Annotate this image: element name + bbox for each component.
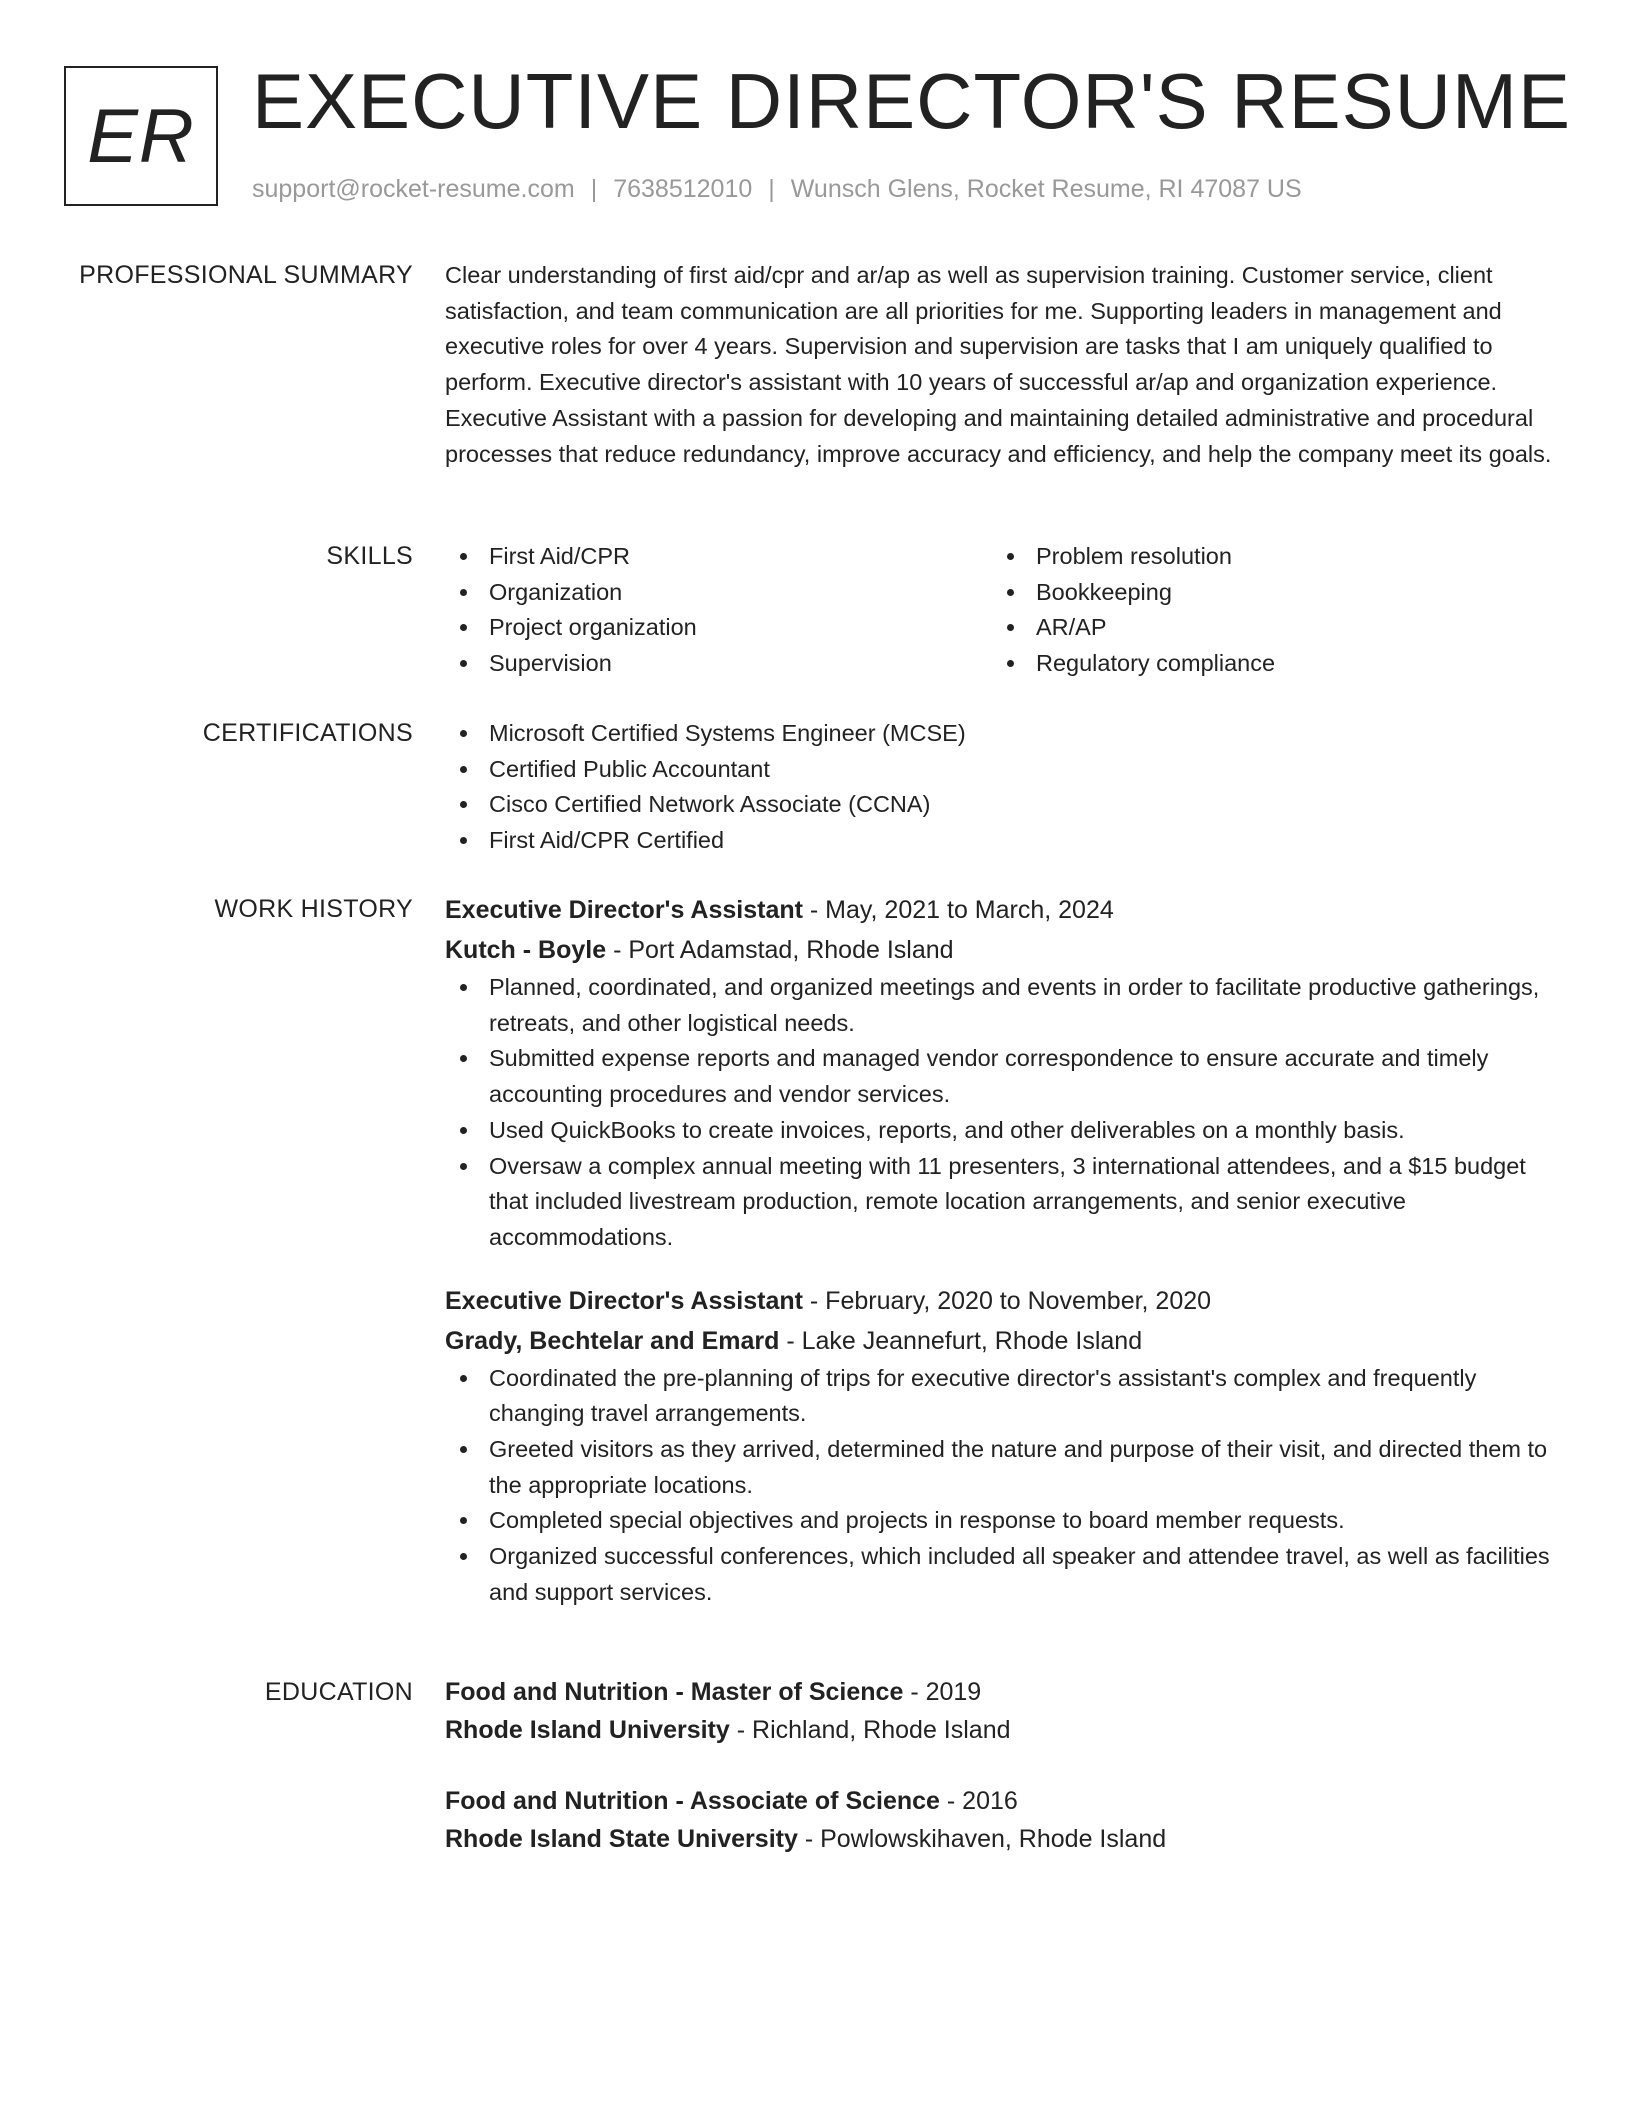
job-bullet: Planned, coordinated, and organized meetings and events in order to facilitate productive gatherings, retreats, and other logistical needs. bbox=[445, 970, 1560, 1041]
certifications-body bbox=[445, 716, 1560, 859]
job-title-line bbox=[445, 890, 1560, 930]
certification-item: Certified Public Accountant bbox=[445, 752, 1560, 788]
education-location: - Powlowskihaven, Rhode Island bbox=[797, 1825, 1167, 1853]
education-entry bbox=[445, 1782, 1560, 1858]
certification-item: Cisco Certified Network Associate (CCNA) bbox=[445, 787, 1560, 823]
skill-item: First Aid/CPR bbox=[445, 539, 992, 575]
summary-heading: PROFESSIONAL SUMMARY bbox=[79, 261, 413, 289]
monogram-box bbox=[64, 66, 218, 206]
contact-line bbox=[252, 172, 1302, 206]
education-school-line bbox=[445, 1711, 1560, 1749]
skill-item: Supervision bbox=[445, 646, 992, 682]
certifications-heading: CERTIFICATIONS bbox=[202, 719, 413, 747]
job-company-line bbox=[445, 1321, 1560, 1361]
education-degree: Food and Nutrition - Master of Science bbox=[445, 1678, 904, 1706]
education-degree-line bbox=[445, 1782, 1560, 1820]
job-bullet: Organized successful conferences, which included all speaker and attendee travel, as well as facilities and support services. bbox=[445, 1539, 1560, 1610]
education-heading: EDUCATION bbox=[264, 1678, 413, 1706]
monogram-initials: ER bbox=[87, 93, 195, 179]
job-dates: - May, 2021 to March, 2024 bbox=[802, 896, 1114, 924]
skills-column-right bbox=[992, 539, 1539, 682]
skill-item: Regulatory compliance bbox=[992, 646, 1539, 682]
job-bullet: Used QuickBooks to create invoices, reports, and other deliverables on a monthly basis. bbox=[445, 1113, 1560, 1149]
job-location: - Lake Jeannefurt, Rhode Island bbox=[779, 1326, 1143, 1355]
contact-separator: | bbox=[590, 175, 598, 203]
skill-item: Organization bbox=[445, 575, 992, 611]
job-bullets bbox=[445, 1361, 1560, 1611]
job-title-line bbox=[445, 1281, 1560, 1321]
skills-body bbox=[445, 539, 1560, 682]
certification-item: Microsoft Certified Systems Engineer (MCSE) bbox=[445, 716, 1560, 752]
job-entry bbox=[445, 890, 1560, 1256]
job-title: Executive Director's Assistant bbox=[445, 896, 803, 924]
skill-item: Project organization bbox=[445, 610, 992, 646]
job-company: Kutch - Boyle bbox=[445, 936, 607, 964]
education-year: - 2019 bbox=[903, 1678, 982, 1706]
skills-list-left bbox=[445, 539, 992, 682]
job-company: Grady, Bechtelar and Emard bbox=[445, 1326, 780, 1355]
job-bullet: Completed special objectives and projects in response to board member requests. bbox=[445, 1503, 1560, 1539]
contact-separator: | bbox=[768, 175, 775, 203]
education-location: - Richland, Rhode Island bbox=[729, 1716, 1011, 1744]
contact-address: Wunsch Glens, Rocket Resume, RI 47087 US bbox=[790, 175, 1302, 203]
education-school: Rhode Island State University bbox=[445, 1825, 798, 1853]
job-entry bbox=[445, 1281, 1560, 1611]
education-degree: Food and Nutrition - Associate of Science bbox=[445, 1787, 940, 1815]
skill-item: AR/AP bbox=[992, 610, 1539, 646]
certification-item: First Aid/CPR Certified bbox=[445, 823, 1560, 859]
job-bullet: Coordinated the pre-planning of trips for executive director's assistant's complex and frequently changing travel arrangements. bbox=[445, 1361, 1560, 1432]
work-history-heading: WORK HISTORY bbox=[214, 895, 413, 923]
contact-email: support@rocket-resume.com bbox=[252, 175, 575, 203]
education-school-line bbox=[445, 1820, 1560, 1858]
job-bullet: Submitted expense reports and managed vendor correspondence to ensure accurate and timely accounting procedures and vendor services. bbox=[445, 1041, 1560, 1112]
education-year: - 2016 bbox=[939, 1787, 1018, 1815]
job-company-line bbox=[445, 930, 1560, 970]
skills-column-left bbox=[445, 539, 992, 682]
skill-item: Problem resolution bbox=[992, 539, 1539, 575]
contact-phone: 7638512010 bbox=[613, 175, 753, 203]
education-body bbox=[445, 1673, 1560, 1858]
job-bullet: Oversaw a complex annual meeting with 11 presenters, 3 international attendees, and a $15 budget that included livestream production, remote location arrangements, and senior executive accommodations. bbox=[445, 1149, 1560, 1256]
job-title: Executive Director's Assistant bbox=[445, 1286, 803, 1315]
job-location: - Port Adamstad, Rhode Island bbox=[606, 936, 954, 964]
job-bullet: Greeted visitors as they arrived, determined the nature and purpose of their visit, and directed them to the appropriate locations. bbox=[445, 1432, 1560, 1503]
education-school: Rhode Island University bbox=[445, 1716, 730, 1744]
education-degree-line bbox=[445, 1673, 1560, 1711]
skill-item: Bookkeeping bbox=[992, 575, 1539, 611]
education-entry bbox=[445, 1673, 1560, 1749]
resume-title: EXECUTIVE DIRECTOR'S RESUME bbox=[252, 57, 1571, 145]
job-bullets bbox=[445, 970, 1560, 1256]
skills-heading: SKILLS bbox=[326, 542, 413, 570]
job-dates: - February, 2020 to November, 2020 bbox=[802, 1286, 1212, 1315]
summary-text: Clear understanding of first aid/cpr and ar/ap as well as supervision training. Customer service, client satisfaction, and team communication are all priorities for me. Supporting leaders in management and executive roles for over 4 years. Supervision and supervision are tasks that I am uniquely qualified to perform. Executive director's assistant with 10 years of successful ar/ap and organization experience. Executive Assistant with a passion for developing and maintaining detailed administrative and procedural processes that reduce redundancy, improve accuracy and efficiency, and help the company meet its goals. bbox=[445, 262, 1552, 467]
skills-list-right bbox=[992, 539, 1539, 682]
summary-body bbox=[445, 258, 1560, 472]
work-history-body bbox=[445, 890, 1560, 1611]
certifications-list bbox=[445, 716, 1560, 859]
